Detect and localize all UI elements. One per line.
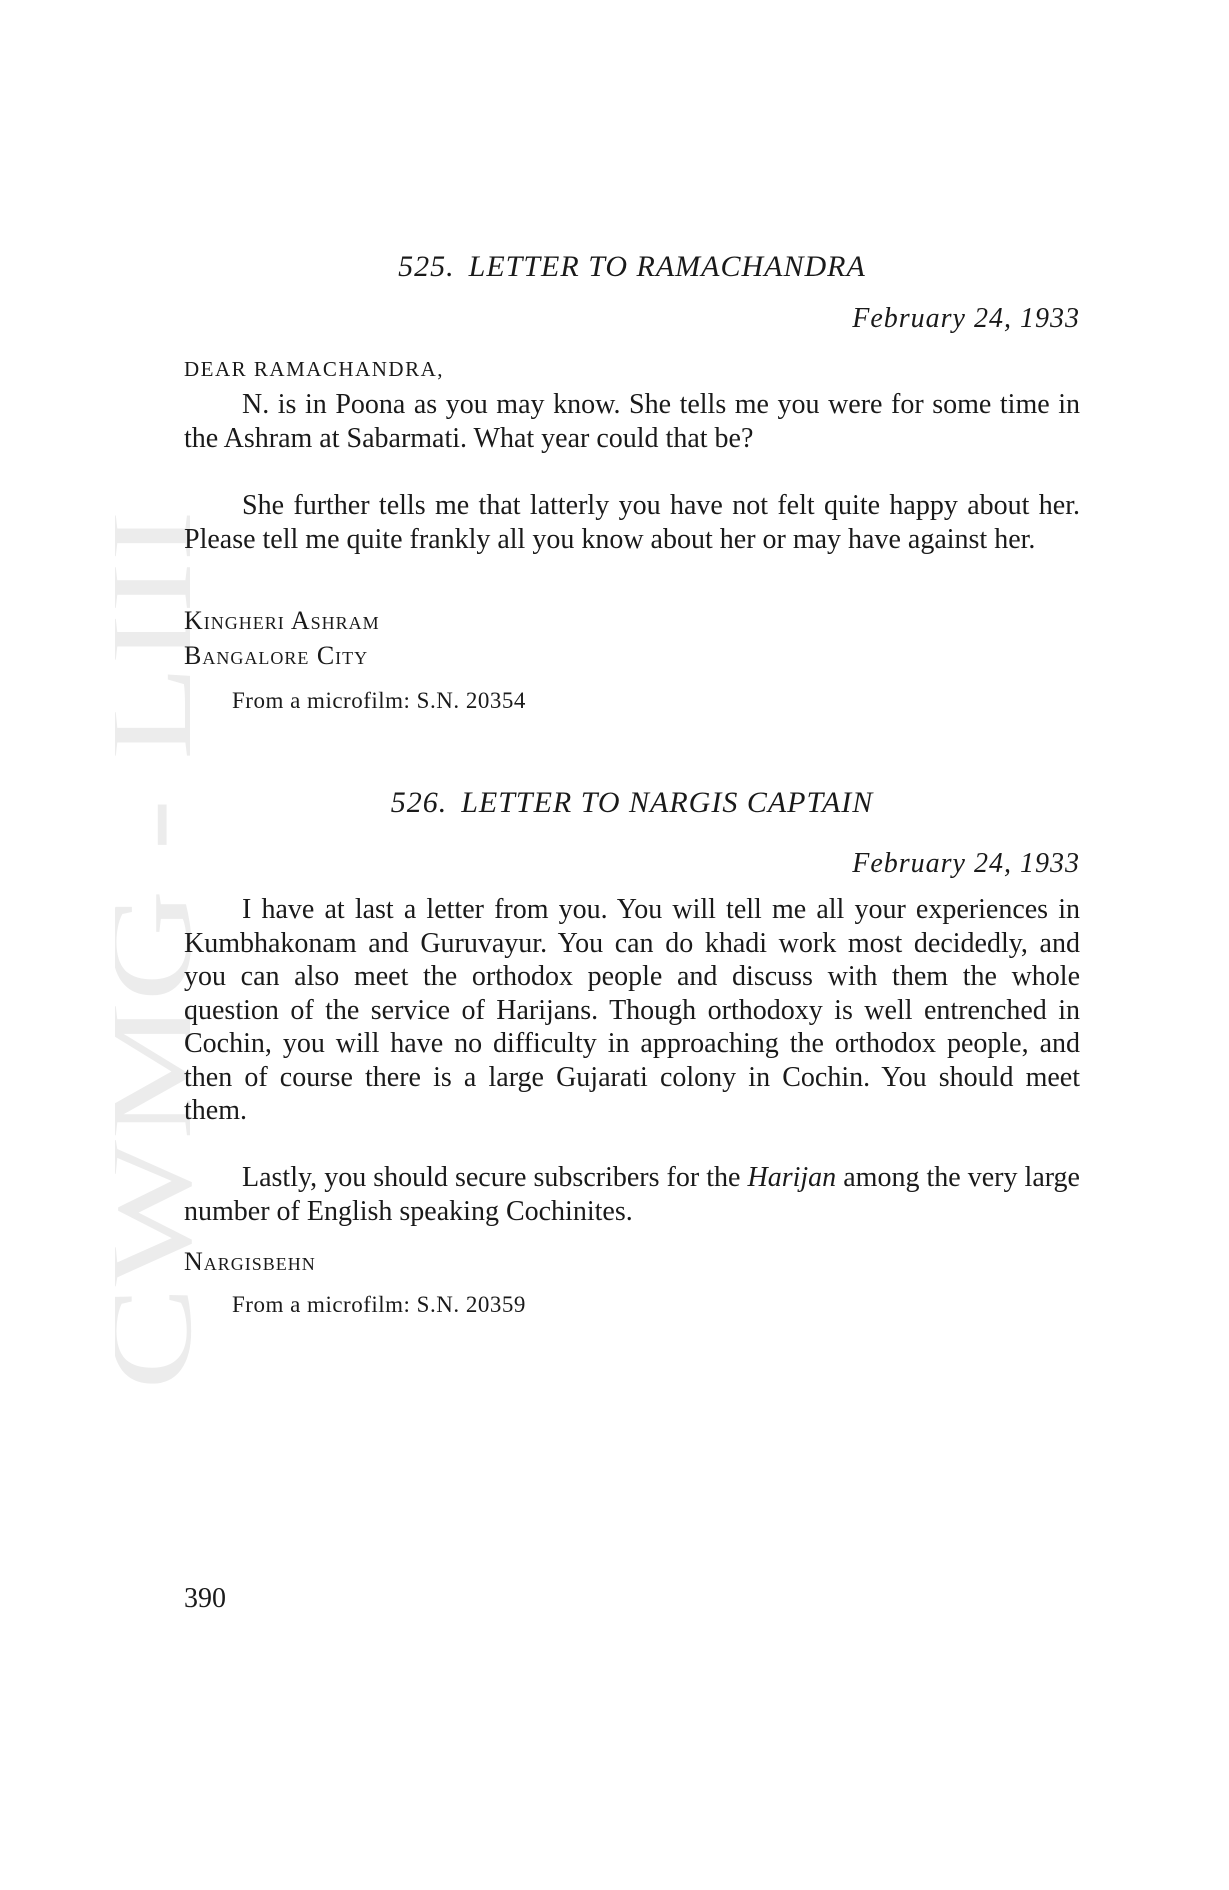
letter-525-date: February 24, 1933 xyxy=(852,303,1080,334)
letter-526-title: LETTER TO NARGIS CAPTAIN xyxy=(461,786,874,819)
letter-525-address-line-2: Bangalore City xyxy=(184,641,369,670)
letter-525-number: 525. xyxy=(398,250,455,283)
watermark-text: CWMG LIII xyxy=(115,721,215,1390)
letter-526-date: February 24, 1933 xyxy=(852,848,1080,879)
letter-526-heading xyxy=(184,786,1080,820)
letter-525-salutation: DEAR RAMACHANDRA, xyxy=(184,357,445,381)
letter-525-title: LETTER TO RAMACHANDRA xyxy=(468,250,866,283)
letter-526-number: 526. xyxy=(390,786,448,819)
letter-525-source: From a microfilm: S.N. 20354 xyxy=(232,688,526,713)
letter-525-address-line-1: Kingheri Ashram xyxy=(184,606,380,635)
letter-525-paragraph-1: N. is in Poona as you may know. She tells me you were for some time in the Ashram at Sabarmati. What year could that be? xyxy=(184,389,1080,454)
letter-526-paragraph-1: I have at last a letter from you. You will tell me all your experiences in Kumbhakonam and Guruvayur. You can do khadi work most decidedly, and you can also meet the orthodox people and discuss with them the whole question of the service of Harijans. Though orthodoxy is well entrenched in Cochin, you will have no difficulty in approaching the orthodox people, and then of course there is a large Gujarati colony in Cochin. You should meet them. xyxy=(184,894,1080,1126)
harijan-title: Harijan xyxy=(747,1162,837,1193)
letter-526-addressee: Nargisbehn xyxy=(184,1247,316,1276)
page-number: 390 xyxy=(184,1583,226,1614)
letter-525-paragraph-2: She further tells me that latterly you have not felt quite happy about her. Please tell me quite frankly all you know about her or may have against her. xyxy=(184,490,1080,555)
paragraph-2-text-after: among the very large number of English speaking Cochinites. xyxy=(184,1162,1080,1227)
letter-525-heading xyxy=(184,250,1080,284)
paragraph-2-text-before: Lastly, you should secure subscribers for the xyxy=(242,1162,748,1193)
letter-526-source: From a microfilm: S.N. 20359 xyxy=(232,1292,526,1317)
document-page xyxy=(184,0,1080,1890)
letter-526-paragraph-2 xyxy=(184,1161,1080,1228)
